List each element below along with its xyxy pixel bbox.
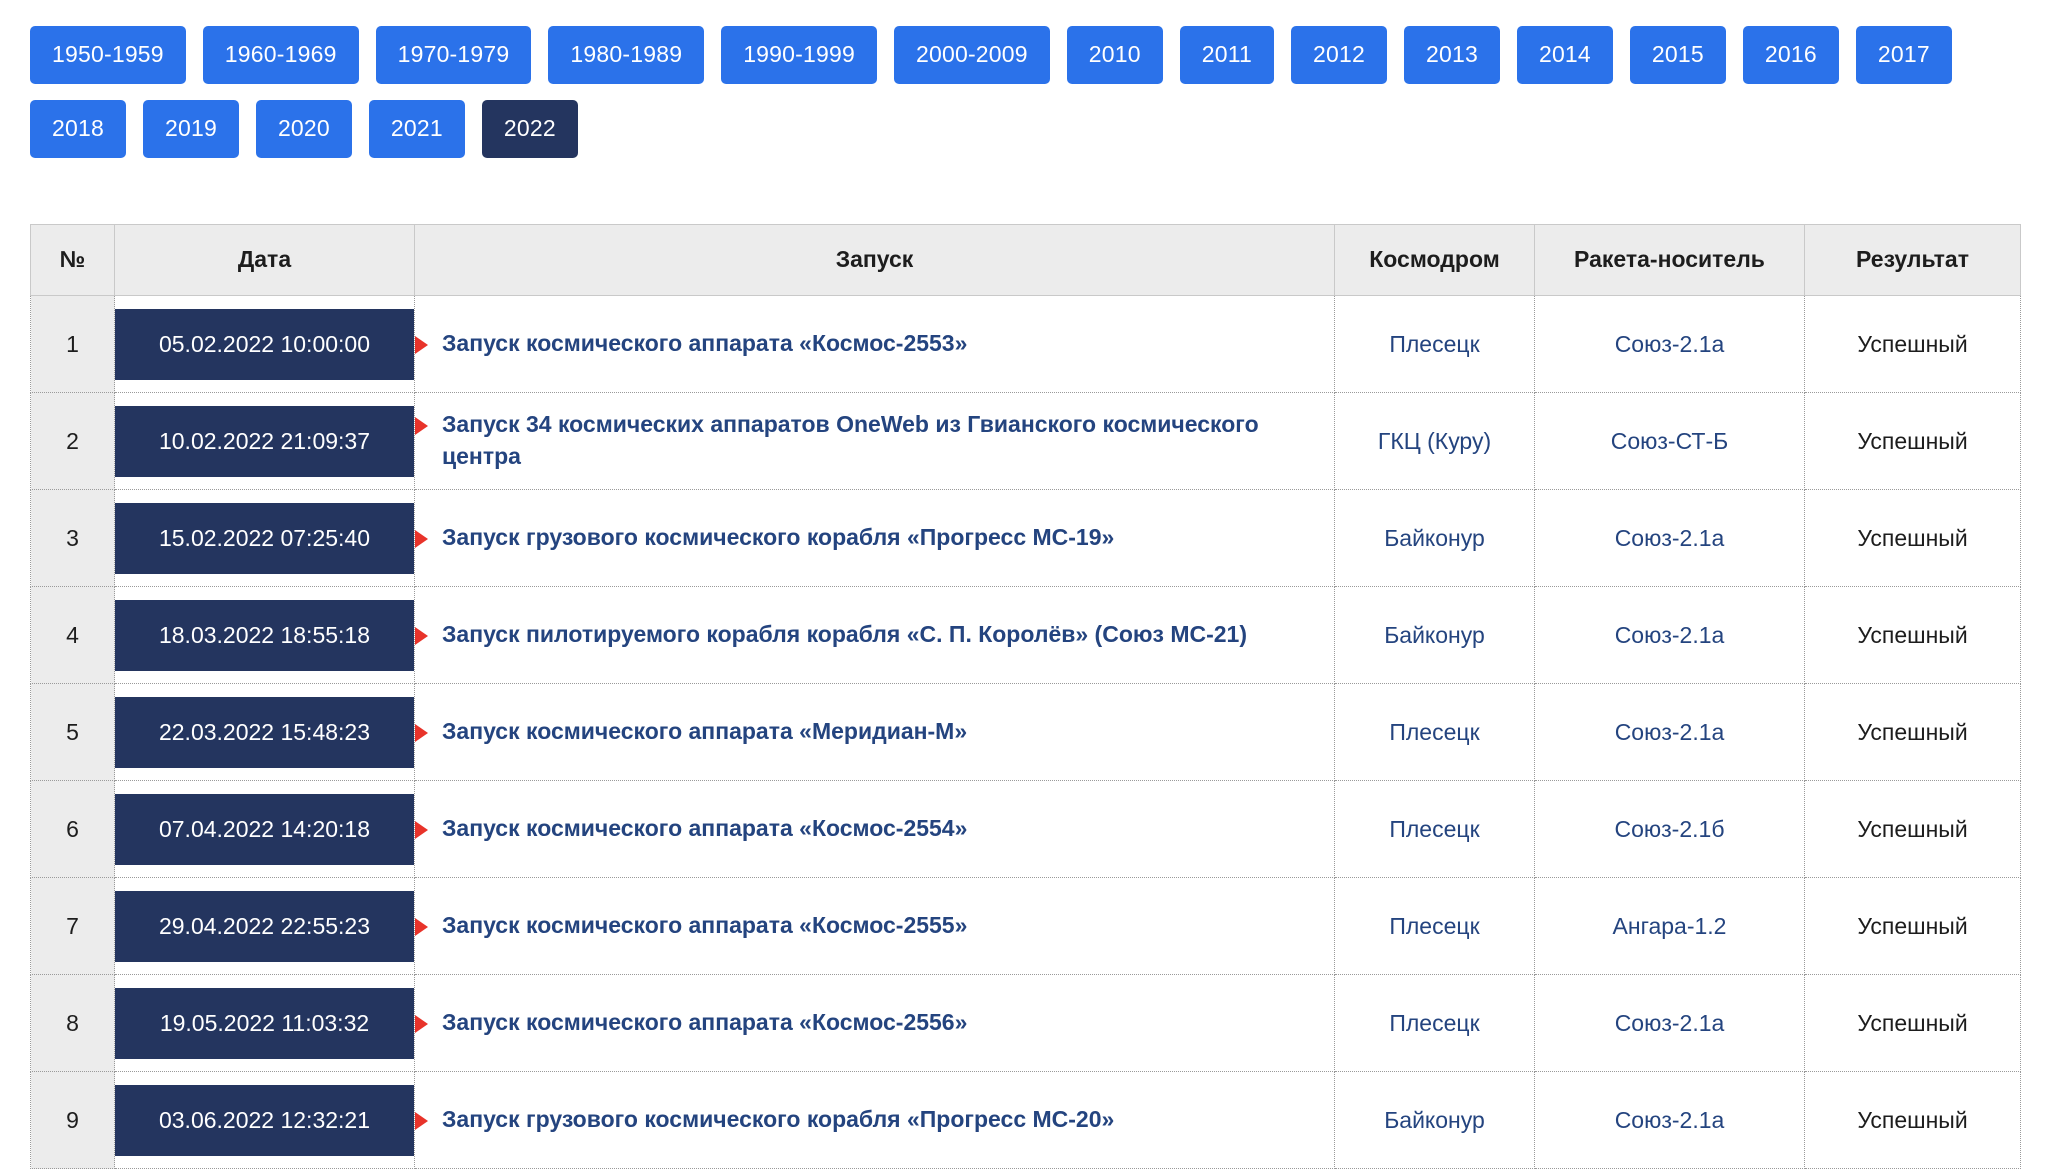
table-row [31, 393, 2021, 490]
launch-description-cell [415, 296, 1335, 393]
column-header-cosmodrome: Космодром [1335, 225, 1535, 296]
triangle-bullet-icon [415, 1112, 428, 1130]
year-filter-button-2013[interactable]: 2013 [1404, 26, 1500, 84]
launch-date-badge: 07.04.2022 14:20:18 [115, 794, 414, 865]
table-row [31, 878, 2021, 975]
launch-date-badge: 10.02.2022 21:09:37 [115, 406, 414, 477]
year-filter-button-2019[interactable]: 2019 [143, 100, 239, 158]
launch-date-cell [115, 1072, 415, 1169]
row-number: 1 [31, 296, 115, 393]
rocket-cell [1535, 684, 1805, 781]
result-cell: Успешный [1805, 587, 2021, 684]
launch-description-cell [415, 1072, 1335, 1169]
launch-link[interactable]: Запуск грузового космического корабля «Прогресс МС-20» [442, 1106, 1115, 1133]
launch-link[interactable]: Запуск грузового космического корабля «Прогресс МС-19» [442, 524, 1115, 551]
year-filter-button-2020[interactable]: 2020 [256, 100, 352, 158]
row-number: 8 [31, 975, 115, 1072]
launch-date-cell [115, 975, 415, 1072]
launch-date-badge: 22.03.2022 15:48:23 [115, 697, 414, 768]
row-number: 4 [31, 587, 115, 684]
launch-description-cell [415, 684, 1335, 781]
column-header-launch: Запуск [415, 225, 1335, 296]
rocket-cell [1535, 393, 1805, 490]
triangle-bullet-icon [415, 627, 428, 645]
launch-link[interactable]: Запуск космического аппарата «Космос-2553» [442, 330, 968, 357]
launch-date-badge: 03.06.2022 12:32:21 [115, 1085, 414, 1156]
rocket-link[interactable]: Союз-2.1а [1614, 524, 1725, 551]
launch-table [30, 224, 2021, 1169]
cosmodrome-cell [1335, 781, 1535, 878]
rocket-link[interactable]: Ангара-1.2 [1612, 912, 1727, 939]
year-filter-button-2014[interactable]: 2014 [1517, 26, 1613, 84]
cosmodrome-link[interactable]: Плесецк [1389, 815, 1480, 842]
launch-link[interactable]: Запуск пилотируемого корабля корабля «С. П. Королёв» (Союз МС-21) [442, 621, 1248, 648]
year-filter-button-2000-2009[interactable]: 2000-2009 [894, 26, 1050, 84]
cosmodrome-link[interactable]: ГКЦ (Куру) [1377, 427, 1492, 454]
table-row [31, 781, 2021, 878]
launch-description-cell [415, 781, 1335, 878]
rocket-cell [1535, 878, 1805, 975]
table-row [31, 975, 2021, 1072]
launch-link[interactable]: Запуск космического аппарата «Космос-2556» [442, 1009, 968, 1036]
triangle-bullet-icon [415, 724, 428, 742]
column-header-number: № [31, 225, 115, 296]
launch-date-cell [115, 878, 415, 975]
year-filter [30, 26, 2018, 158]
table-row [31, 1072, 2021, 1169]
cosmodrome-cell [1335, 296, 1535, 393]
rocket-cell [1535, 296, 1805, 393]
result-cell: Успешный [1805, 393, 2021, 490]
cosmodrome-link[interactable]: Байконур [1384, 524, 1485, 551]
rocket-link[interactable]: Союз-2.1б [1614, 815, 1725, 842]
launch-date-badge: 05.02.2022 10:00:00 [115, 309, 414, 380]
rocket-cell [1535, 490, 1805, 587]
result-cell: Успешный [1805, 490, 2021, 587]
launch-table-container [30, 224, 2018, 1169]
cosmodrome-cell [1335, 490, 1535, 587]
row-number: 7 [31, 878, 115, 975]
rocket-link[interactable]: Союз-2.1а [1614, 330, 1725, 357]
year-filter-button-2015[interactable]: 2015 [1630, 26, 1726, 84]
rocket-link[interactable]: Союз-2.1а [1614, 621, 1725, 648]
year-filter-button-1950-1959[interactable]: 1950-1959 [30, 26, 186, 84]
column-header-result: Результат [1805, 225, 2021, 296]
launch-link[interactable]: Запуск космического аппарата «Меридиан-М» [442, 718, 968, 745]
year-filter-button-2010[interactable]: 2010 [1067, 26, 1163, 84]
rocket-link[interactable]: Союз-2.1а [1614, 1106, 1725, 1133]
launch-description-cell [415, 975, 1335, 1072]
year-filter-button-1990-1999[interactable]: 1990-1999 [721, 26, 877, 84]
table-row [31, 296, 2021, 393]
cosmodrome-link[interactable]: Плесецк [1389, 1009, 1480, 1036]
cosmodrome-link[interactable]: Байконур [1384, 1106, 1485, 1133]
year-filter-button-2021[interactable]: 2021 [369, 100, 465, 158]
launch-description-cell [415, 587, 1335, 684]
rocket-link[interactable]: Союз-2.1а [1614, 1009, 1725, 1036]
launch-link[interactable]: Запуск космического аппарата «Космос-2555» [442, 912, 968, 939]
result-cell: Успешный [1805, 296, 2021, 393]
cosmodrome-link[interactable]: Плесецк [1389, 912, 1480, 939]
row-number: 5 [31, 684, 115, 781]
year-filter-button-1970-1979[interactable]: 1970-1979 [376, 26, 532, 84]
launch-date-badge: 19.05.2022 11:03:32 [115, 988, 414, 1059]
row-number: 3 [31, 490, 115, 587]
table-header [31, 225, 2021, 296]
row-number: 6 [31, 781, 115, 878]
cosmodrome-link[interactable]: Плесецк [1389, 330, 1480, 357]
triangle-bullet-icon [415, 1015, 428, 1033]
result-cell: Успешный [1805, 975, 2021, 1072]
launch-date-cell [115, 587, 415, 684]
launch-description-cell [415, 878, 1335, 975]
rocket-cell [1535, 587, 1805, 684]
rocket-link[interactable]: Союз-СТ-Б [1610, 427, 1729, 454]
result-cell: Успешный [1805, 1072, 2021, 1169]
table-body [31, 296, 2021, 1169]
row-number: 2 [31, 393, 115, 490]
launch-description-cell [415, 490, 1335, 587]
column-header-date: Дата [115, 225, 415, 296]
year-filter-button-2018[interactable]: 2018 [30, 100, 126, 158]
launch-description-cell [415, 393, 1335, 490]
result-cell: Успешный [1805, 878, 2021, 975]
launch-date-cell [115, 393, 415, 490]
year-filter-button-2012[interactable]: 2012 [1291, 26, 1387, 84]
launch-date-badge: 18.03.2022 18:55:18 [115, 600, 414, 671]
rocket-cell [1535, 1072, 1805, 1169]
launch-link[interactable]: Запуск космического аппарата «Космос-2554» [442, 815, 968, 842]
year-filter-button-1980-1989[interactable]: 1980-1989 [548, 26, 704, 84]
table-row [31, 684, 2021, 781]
triangle-bullet-icon [415, 530, 428, 548]
year-filter-button-2017[interactable]: 2017 [1856, 26, 1952, 84]
result-cell: Успешный [1805, 781, 2021, 878]
column-header-rocket: Ракета-носитель [1535, 225, 1805, 296]
cosmodrome-link[interactable]: Байконур [1384, 621, 1485, 648]
rocket-cell [1535, 781, 1805, 878]
cosmodrome-cell [1335, 684, 1535, 781]
cosmodrome-cell [1335, 587, 1535, 684]
launch-link[interactable]: Запуск 34 космических аппаратов OneWeb из Гвианского космического центра [442, 411, 1259, 469]
triangle-bullet-icon [415, 417, 428, 435]
launch-date-badge: 29.04.2022 22:55:23 [115, 891, 414, 962]
launch-date-cell [115, 684, 415, 781]
triangle-bullet-icon [415, 821, 428, 839]
row-number: 9 [31, 1072, 115, 1169]
launch-date-cell [115, 296, 415, 393]
table-row [31, 490, 2021, 587]
table-row [31, 587, 2021, 684]
launch-date-cell [115, 490, 415, 587]
launch-date-cell [115, 781, 415, 878]
rocket-link[interactable]: Союз-2.1а [1614, 718, 1725, 745]
year-filter-button-1960-1969[interactable]: 1960-1969 [203, 26, 359, 84]
year-filter-button-2016[interactable]: 2016 [1743, 26, 1839, 84]
year-filter-button-2011[interactable]: 2011 [1180, 26, 1274, 84]
table-header-row [31, 225, 2021, 296]
cosmodrome-cell [1335, 878, 1535, 975]
triangle-bullet-icon [415, 336, 428, 354]
triangle-bullet-icon [415, 918, 428, 936]
launch-date-badge: 15.02.2022 07:25:40 [115, 503, 414, 574]
cosmodrome-link[interactable]: Плесецк [1389, 718, 1480, 745]
cosmodrome-cell [1335, 1072, 1535, 1169]
result-cell: Успешный [1805, 684, 2021, 781]
year-filter-button-2022[interactable]: 2022 [482, 100, 578, 158]
cosmodrome-cell [1335, 975, 1535, 1072]
rocket-cell [1535, 975, 1805, 1072]
cosmodrome-cell [1335, 393, 1535, 490]
